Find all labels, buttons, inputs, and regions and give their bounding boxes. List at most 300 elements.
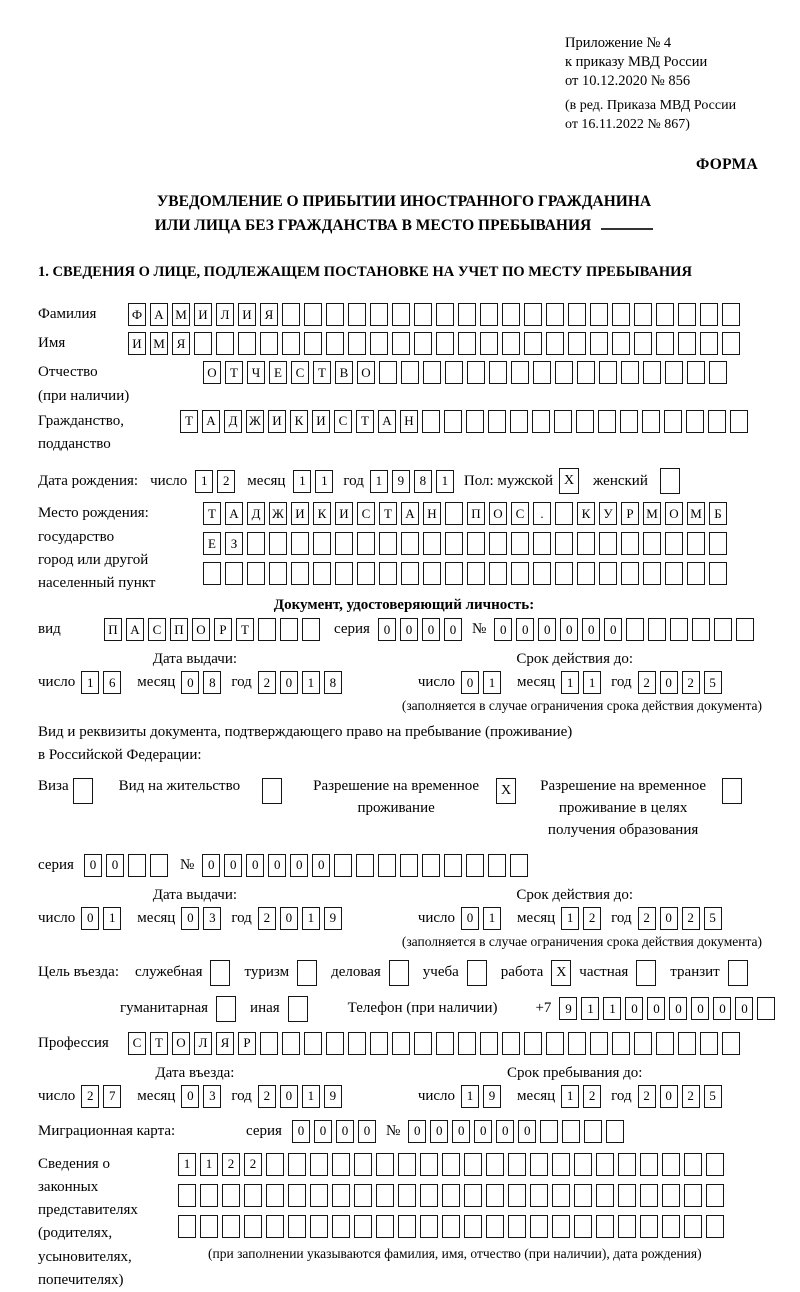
form-cell[interactable] <box>665 361 683 384</box>
form-cell[interactable] <box>577 532 595 555</box>
form-cell[interactable] <box>555 532 573 555</box>
form-cell[interactable] <box>640 1215 658 1238</box>
form-cell[interactable] <box>706 1215 724 1238</box>
form-cell[interactable]: О <box>203 361 221 384</box>
form-cell[interactable] <box>282 332 300 355</box>
form-cell[interactable] <box>648 618 666 641</box>
form-cell[interactable] <box>458 332 476 355</box>
form-cell[interactable]: М <box>150 332 168 355</box>
form-cell[interactable]: 0 <box>106 854 124 877</box>
form-cell[interactable]: 0 <box>280 907 298 930</box>
form-cell[interactable]: П <box>170 618 188 641</box>
form-cell[interactable]: 0 <box>604 618 622 641</box>
form-cell[interactable] <box>480 1032 498 1055</box>
form-cell[interactable]: 0 <box>408 1120 426 1143</box>
form-cell[interactable]: Ч <box>247 361 265 384</box>
form-cell[interactable] <box>665 562 683 585</box>
form-cell[interactable]: 7 <box>103 1085 121 1108</box>
form-cell[interactable] <box>392 303 410 326</box>
form-cell[interactable]: М <box>687 502 705 525</box>
form-cell[interactable]: Ж <box>246 410 264 433</box>
form-cell[interactable] <box>467 562 485 585</box>
form-cell[interactable] <box>444 854 462 877</box>
form-cell[interactable]: 0 <box>84 854 102 877</box>
form-cell[interactable]: 0 <box>660 1085 678 1108</box>
form-cell[interactable] <box>445 502 463 525</box>
form-cell[interactable]: Ф <box>128 303 146 326</box>
form-cell[interactable]: 0 <box>224 854 242 877</box>
form-cell[interactable] <box>612 1032 630 1055</box>
form-cell[interactable] <box>200 1184 218 1207</box>
form-cell[interactable] <box>238 332 256 355</box>
form-cell[interactable]: 0 <box>496 1120 514 1143</box>
form-cell[interactable] <box>266 1215 284 1238</box>
form-cell[interactable] <box>574 1215 592 1238</box>
form-cell[interactable] <box>467 532 485 555</box>
form-cell[interactable]: Н <box>400 410 418 433</box>
form-cell[interactable] <box>596 1184 614 1207</box>
form-cell[interactable] <box>634 1032 652 1055</box>
form-cell[interactable] <box>445 562 463 585</box>
form-cell[interactable] <box>722 332 740 355</box>
form-cell[interactable] <box>291 532 309 555</box>
form-cell[interactable] <box>291 562 309 585</box>
form-cell[interactable]: 0 <box>181 1085 199 1108</box>
form-cell[interactable] <box>508 1215 526 1238</box>
form-cell[interactable]: 0 <box>430 1120 448 1143</box>
form-cell[interactable]: Н <box>423 502 441 525</box>
form-cell[interactable] <box>332 1184 350 1207</box>
form-cell[interactable]: А <box>378 410 396 433</box>
form-cell[interactable]: 1 <box>370 470 388 493</box>
form-cell[interactable]: 9 <box>392 470 410 493</box>
form-cell[interactable]: Т <box>379 502 397 525</box>
form-cell[interactable] <box>467 960 487 986</box>
form-cell[interactable] <box>401 532 419 555</box>
form-cell[interactable] <box>128 854 146 877</box>
form-cell[interactable]: 2 <box>638 671 656 694</box>
form-cell[interactable] <box>398 1215 416 1238</box>
form-cell[interactable] <box>194 332 212 355</box>
form-cell[interactable] <box>420 1215 438 1238</box>
form-cell[interactable] <box>684 1184 702 1207</box>
form-cell[interactable] <box>335 532 353 555</box>
form-cell[interactable] <box>626 618 644 641</box>
form-cell[interactable]: Т <box>225 361 243 384</box>
form-cell[interactable]: 0 <box>625 997 643 1020</box>
form-cell[interactable]: 1 <box>561 671 579 694</box>
form-cell[interactable] <box>508 1184 526 1207</box>
form-cell[interactable]: 5 <box>704 907 722 930</box>
form-cell[interactable]: Т <box>356 410 374 433</box>
form-cell[interactable] <box>466 410 484 433</box>
form-cell[interactable] <box>540 1120 558 1143</box>
form-cell[interactable]: 0 <box>181 907 199 930</box>
form-cell[interactable] <box>150 854 168 877</box>
form-cell[interactable] <box>656 303 674 326</box>
form-cell[interactable]: З <box>225 532 243 555</box>
form-cell[interactable]: 0 <box>292 1120 310 1143</box>
form-cell[interactable]: 0 <box>516 618 534 641</box>
form-cell[interactable]: Р <box>621 502 639 525</box>
form-cell[interactable]: . <box>533 502 551 525</box>
form-cell[interactable] <box>612 303 630 326</box>
form-cell[interactable]: 0 <box>202 854 220 877</box>
form-cell[interactable] <box>524 332 542 355</box>
form-cell[interactable] <box>546 303 564 326</box>
form-cell[interactable] <box>552 1215 570 1238</box>
form-cell[interactable]: 0 <box>461 671 479 694</box>
form-cell[interactable]: 2 <box>583 1085 601 1108</box>
form-cell[interactable] <box>643 562 661 585</box>
form-cell[interactable] <box>269 562 287 585</box>
form-cell[interactable]: И <box>194 303 212 326</box>
form-cell[interactable] <box>552 1184 570 1207</box>
form-cell[interactable]: 1 <box>178 1153 196 1176</box>
form-cell[interactable] <box>304 332 322 355</box>
form-cell[interactable] <box>511 562 529 585</box>
form-cell[interactable] <box>379 361 397 384</box>
form-cell[interactable] <box>709 562 727 585</box>
form-cell[interactable]: И <box>335 502 353 525</box>
form-cell[interactable] <box>662 1153 680 1176</box>
form-cell[interactable] <box>282 1032 300 1055</box>
form-cell[interactable]: X <box>551 960 571 986</box>
form-cell[interactable] <box>511 532 529 555</box>
form-cell[interactable] <box>225 562 243 585</box>
form-cell[interactable] <box>260 332 278 355</box>
form-cell[interactable] <box>634 303 652 326</box>
form-cell[interactable] <box>620 410 638 433</box>
form-cell[interactable]: Д <box>247 502 265 525</box>
form-cell[interactable] <box>420 1184 438 1207</box>
form-cell[interactable]: 2 <box>217 470 235 493</box>
form-cell[interactable] <box>489 562 507 585</box>
form-cell[interactable] <box>511 361 529 384</box>
form-cell[interactable] <box>203 562 221 585</box>
form-cell[interactable] <box>700 332 718 355</box>
form-cell[interactable]: К <box>577 502 595 525</box>
form-cell[interactable]: С <box>357 502 375 525</box>
form-cell[interactable] <box>665 532 683 555</box>
form-cell[interactable] <box>423 532 441 555</box>
form-cell[interactable]: 2 <box>583 907 601 930</box>
form-cell[interactable] <box>722 1032 740 1055</box>
form-cell[interactable] <box>247 562 265 585</box>
form-cell[interactable]: 1 <box>461 1085 479 1108</box>
form-cell[interactable] <box>488 410 506 433</box>
form-cell[interactable] <box>464 1215 482 1238</box>
form-cell[interactable]: О <box>665 502 683 525</box>
form-cell[interactable] <box>590 1032 608 1055</box>
form-cell[interactable] <box>621 361 639 384</box>
form-cell[interactable] <box>596 1215 614 1238</box>
form-cell[interactable]: 2 <box>682 671 700 694</box>
form-cell[interactable] <box>687 361 705 384</box>
form-cell[interactable] <box>370 1032 388 1055</box>
form-cell[interactable]: И <box>238 303 256 326</box>
form-cell[interactable]: 2 <box>258 907 276 930</box>
form-cell[interactable]: И <box>312 410 330 433</box>
form-cell[interactable] <box>178 1215 196 1238</box>
form-cell[interactable] <box>266 1184 284 1207</box>
form-cell[interactable] <box>244 1215 262 1238</box>
form-cell[interactable] <box>670 618 688 641</box>
form-cell[interactable] <box>288 1184 306 1207</box>
form-cell[interactable] <box>486 1153 504 1176</box>
form-cell[interactable]: А <box>126 618 144 641</box>
form-cell[interactable]: К <box>313 502 331 525</box>
form-cell[interactable] <box>533 361 551 384</box>
form-cell[interactable] <box>269 532 287 555</box>
form-cell[interactable] <box>370 303 388 326</box>
form-cell[interactable] <box>576 410 594 433</box>
form-cell[interactable]: 1 <box>483 907 501 930</box>
form-cell[interactable] <box>709 532 727 555</box>
form-cell[interactable] <box>555 562 573 585</box>
form-cell[interactable] <box>530 1215 548 1238</box>
form-cell[interactable] <box>486 1215 504 1238</box>
form-cell[interactable] <box>288 1215 306 1238</box>
form-cell[interactable] <box>326 303 344 326</box>
form-cell[interactable]: 0 <box>660 671 678 694</box>
form-cell[interactable] <box>546 332 564 355</box>
form-cell[interactable] <box>664 410 682 433</box>
form-cell[interactable] <box>530 1153 548 1176</box>
form-cell[interactable]: Л <box>194 1032 212 1055</box>
form-cell[interactable] <box>489 532 507 555</box>
form-cell[interactable]: 0 <box>461 907 479 930</box>
form-cell[interactable] <box>354 1153 372 1176</box>
form-cell[interactable] <box>480 303 498 326</box>
form-cell[interactable] <box>510 854 528 877</box>
form-cell[interactable] <box>634 332 652 355</box>
form-cell[interactable] <box>598 410 616 433</box>
form-cell[interactable] <box>678 1032 696 1055</box>
form-cell[interactable]: О <box>192 618 210 641</box>
form-cell[interactable]: 1 <box>302 1085 320 1108</box>
form-cell[interactable] <box>288 1153 306 1176</box>
form-cell[interactable]: 2 <box>682 907 700 930</box>
form-cell[interactable]: Е <box>203 532 221 555</box>
form-cell[interactable]: 0 <box>312 854 330 877</box>
form-cell[interactable] <box>486 1184 504 1207</box>
form-cell[interactable] <box>282 303 300 326</box>
form-cell[interactable] <box>640 1153 658 1176</box>
form-cell[interactable] <box>533 532 551 555</box>
form-cell[interactable]: Я <box>216 1032 234 1055</box>
form-cell[interactable] <box>370 332 388 355</box>
form-cell[interactable]: 0 <box>358 1120 376 1143</box>
form-cell[interactable]: Ж <box>269 502 287 525</box>
form-cell[interactable]: А <box>150 303 168 326</box>
form-cell[interactable] <box>706 1153 724 1176</box>
form-cell[interactable] <box>466 854 484 877</box>
form-cell[interactable] <box>313 532 331 555</box>
form-cell[interactable] <box>722 778 742 804</box>
form-cell[interactable] <box>596 1153 614 1176</box>
form-cell[interactable] <box>401 361 419 384</box>
form-cell[interactable]: 8 <box>414 470 432 493</box>
form-cell[interactable]: 2 <box>682 1085 700 1108</box>
form-cell[interactable] <box>618 1215 636 1238</box>
form-cell[interactable] <box>357 562 375 585</box>
form-cell[interactable]: И <box>268 410 286 433</box>
form-cell[interactable] <box>736 618 754 641</box>
form-cell[interactable] <box>700 1032 718 1055</box>
form-cell[interactable]: 1 <box>561 907 579 930</box>
form-cell[interactable] <box>524 1032 542 1055</box>
form-cell[interactable]: М <box>172 303 190 326</box>
form-cell[interactable]: 0 <box>400 618 418 641</box>
form-cell[interactable]: 0 <box>290 854 308 877</box>
form-cell[interactable]: 0 <box>669 997 687 1020</box>
form-cell[interactable]: 1 <box>561 1085 579 1108</box>
form-cell[interactable] <box>730 410 748 433</box>
form-cell[interactable]: К <box>290 410 308 433</box>
form-cell[interactable]: 1 <box>483 671 501 694</box>
form-cell[interactable] <box>258 618 276 641</box>
form-cell[interactable]: С <box>511 502 529 525</box>
form-cell[interactable] <box>73 778 93 804</box>
form-cell[interactable] <box>356 854 374 877</box>
form-cell[interactable] <box>313 562 331 585</box>
form-cell[interactable]: 1 <box>103 907 121 930</box>
form-cell[interactable]: 1 <box>315 470 333 493</box>
form-cell[interactable] <box>436 303 454 326</box>
form-cell[interactable] <box>210 960 230 986</box>
form-cell[interactable] <box>422 854 440 877</box>
form-cell[interactable]: 9 <box>324 1085 342 1108</box>
form-cell[interactable] <box>310 1153 328 1176</box>
form-cell[interactable] <box>480 332 498 355</box>
form-cell[interactable] <box>508 1153 526 1176</box>
form-cell[interactable] <box>532 410 550 433</box>
form-cell[interactable] <box>216 996 236 1022</box>
form-cell[interactable] <box>436 1032 454 1055</box>
form-cell[interactable]: 0 <box>336 1120 354 1143</box>
form-cell[interactable] <box>687 562 705 585</box>
form-cell[interactable] <box>612 332 630 355</box>
form-cell[interactable] <box>757 997 775 1020</box>
form-cell[interactable] <box>304 1032 322 1055</box>
form-cell[interactable] <box>216 332 234 355</box>
form-cell[interactable] <box>662 1184 680 1207</box>
form-cell[interactable]: 0 <box>452 1120 470 1143</box>
form-cell[interactable]: 1 <box>583 671 601 694</box>
form-cell[interactable] <box>489 361 507 384</box>
form-cell[interactable] <box>530 1184 548 1207</box>
form-cell[interactable] <box>524 303 542 326</box>
form-cell[interactable] <box>442 1184 460 1207</box>
form-cell[interactable]: 0 <box>660 907 678 930</box>
form-cell[interactable]: 6 <box>103 671 121 694</box>
form-cell[interactable] <box>706 1184 724 1207</box>
form-cell[interactable] <box>590 332 608 355</box>
form-cell[interactable] <box>389 960 409 986</box>
form-cell[interactable]: Т <box>313 361 331 384</box>
form-cell[interactable] <box>334 854 352 877</box>
form-cell[interactable] <box>640 1184 658 1207</box>
form-cell[interactable]: 0 <box>378 618 396 641</box>
form-cell[interactable]: Т <box>180 410 198 433</box>
form-cell[interactable]: X <box>496 778 516 804</box>
form-cell[interactable] <box>467 361 485 384</box>
form-cell[interactable] <box>714 618 732 641</box>
form-cell[interactable]: В <box>335 361 353 384</box>
form-cell[interactable]: 0 <box>422 618 440 641</box>
form-cell[interactable] <box>354 1215 372 1238</box>
form-cell[interactable] <box>555 502 573 525</box>
form-cell[interactable]: 5 <box>704 671 722 694</box>
form-cell[interactable] <box>310 1184 328 1207</box>
form-cell[interactable]: 1 <box>302 671 320 694</box>
form-cell[interactable] <box>222 1215 240 1238</box>
form-cell[interactable] <box>379 562 397 585</box>
form-cell[interactable] <box>262 778 282 804</box>
form-cell[interactable] <box>568 303 586 326</box>
form-cell[interactable] <box>458 303 476 326</box>
form-cell[interactable]: 0 <box>280 1085 298 1108</box>
form-cell[interactable]: 8 <box>324 671 342 694</box>
form-cell[interactable] <box>376 1153 394 1176</box>
form-cell[interactable] <box>590 303 608 326</box>
form-cell[interactable] <box>310 1215 328 1238</box>
form-cell[interactable] <box>656 332 674 355</box>
form-cell[interactable] <box>288 996 308 1022</box>
form-cell[interactable] <box>444 410 462 433</box>
form-cell[interactable] <box>348 332 366 355</box>
form-cell[interactable]: А <box>202 410 220 433</box>
form-cell[interactable]: А <box>401 502 419 525</box>
form-cell[interactable] <box>297 960 317 986</box>
form-cell[interactable] <box>445 361 463 384</box>
form-cell[interactable] <box>326 332 344 355</box>
form-cell[interactable] <box>636 960 656 986</box>
form-cell[interactable] <box>348 1032 366 1055</box>
form-cell[interactable] <box>643 532 661 555</box>
form-cell[interactable]: Р <box>214 618 232 641</box>
form-cell[interactable] <box>222 1184 240 1207</box>
form-cell[interactable]: П <box>104 618 122 641</box>
form-cell[interactable] <box>378 854 396 877</box>
form-cell[interactable] <box>332 1215 350 1238</box>
form-cell[interactable]: 0 <box>268 854 286 877</box>
form-cell[interactable] <box>502 1032 520 1055</box>
form-cell[interactable]: Т <box>236 618 254 641</box>
form-cell[interactable]: И <box>128 332 146 355</box>
form-cell[interactable] <box>414 303 432 326</box>
form-cell[interactable] <box>577 361 595 384</box>
form-cell[interactable]: О <box>357 361 375 384</box>
form-cell[interactable] <box>554 410 572 433</box>
form-cell[interactable] <box>678 332 696 355</box>
form-cell[interactable]: 2 <box>222 1153 240 1176</box>
form-cell[interactable]: 2 <box>638 907 656 930</box>
form-cell[interactable] <box>555 361 573 384</box>
form-cell[interactable]: 0 <box>582 618 600 641</box>
form-cell[interactable]: Л <box>216 303 234 326</box>
form-cell[interactable] <box>304 303 322 326</box>
form-cell[interactable] <box>621 562 639 585</box>
form-cell[interactable]: 9 <box>324 907 342 930</box>
form-cell[interactable] <box>436 332 454 355</box>
form-cell[interactable] <box>379 532 397 555</box>
form-cell[interactable] <box>618 1153 636 1176</box>
form-cell[interactable] <box>562 1120 580 1143</box>
form-cell[interactable]: 1 <box>293 470 311 493</box>
form-cell[interactable]: 0 <box>280 671 298 694</box>
